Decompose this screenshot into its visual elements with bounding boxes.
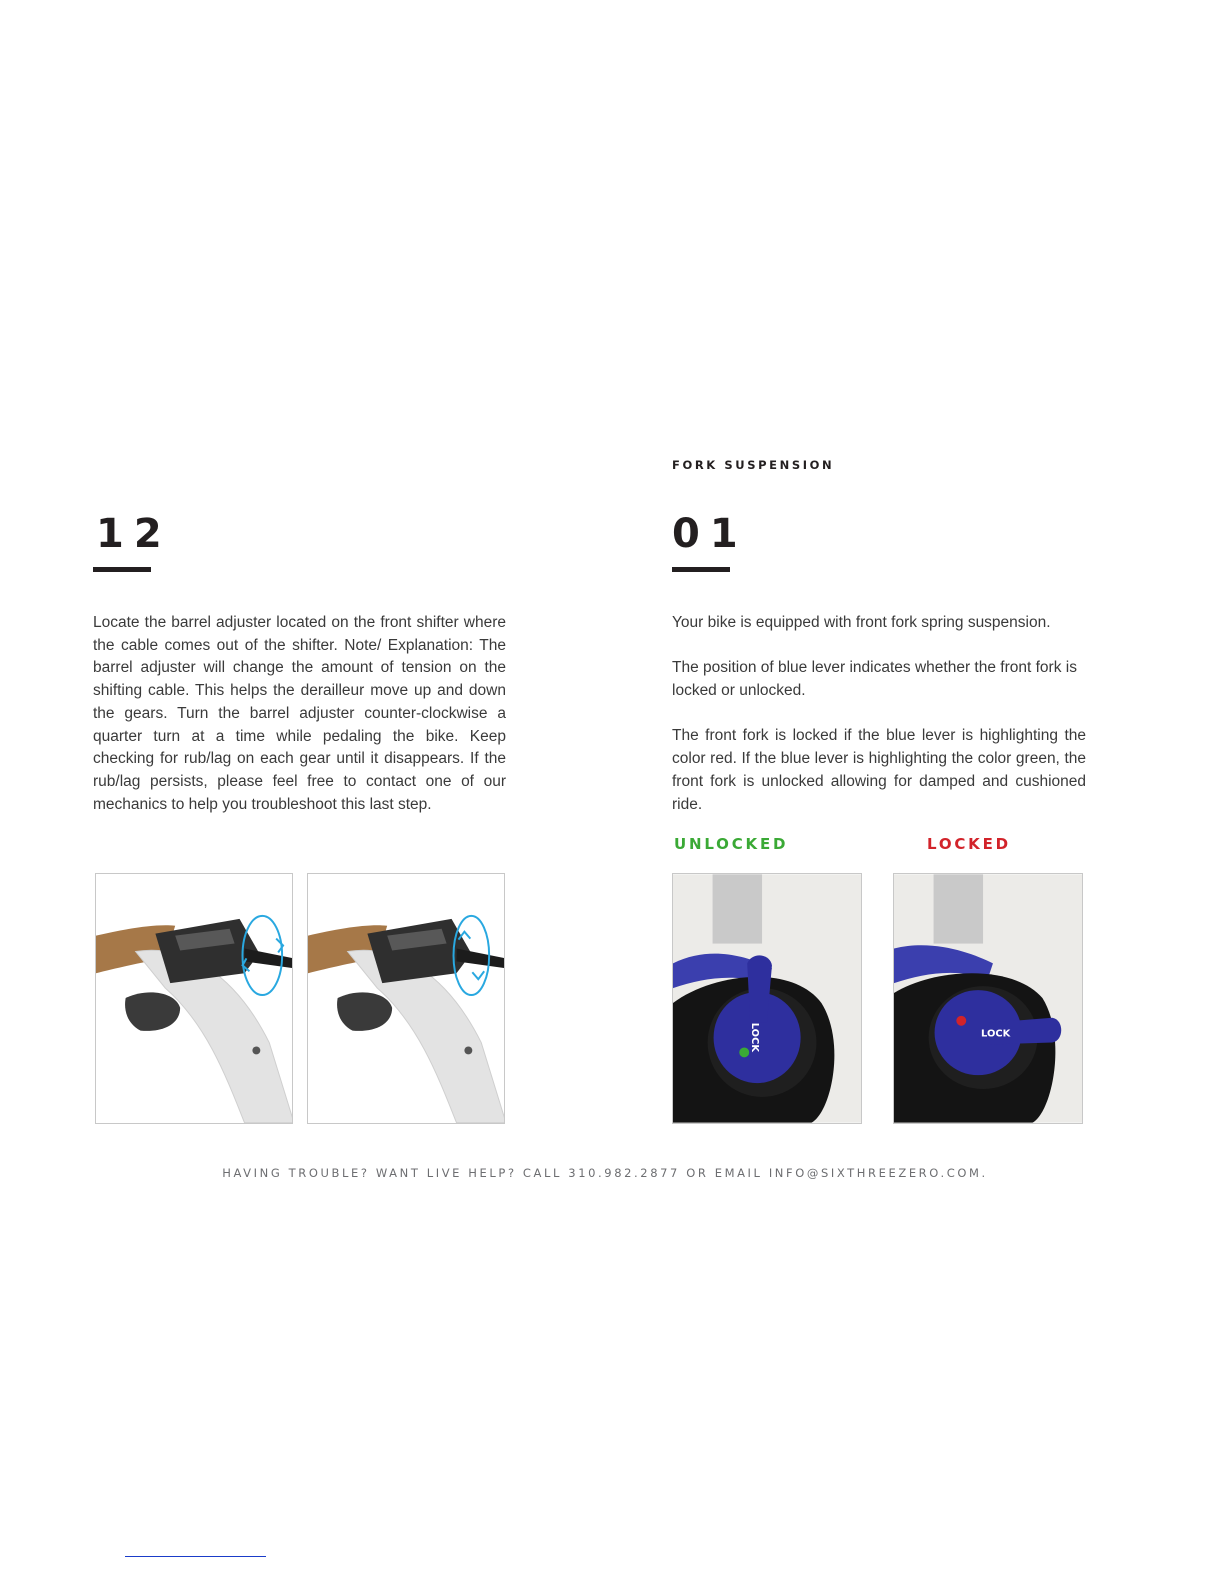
- fork-locked-illustration: [894, 874, 1082, 1123]
- step-number-left: 12: [96, 511, 172, 557]
- unlocked-label: UNLOCKED: [674, 835, 789, 853]
- fork-locked-photo: [893, 873, 1083, 1124]
- paragraph-2: The position of blue lever indicates whether the front fork is locked or unlocked.: [672, 659, 1077, 700]
- lock-text-locked: LOCK: [981, 1028, 1011, 1040]
- link-underline[interactable]: [125, 1556, 266, 1557]
- fork-unlocked-illustration: [673, 874, 861, 1123]
- shifter-photo-1: [95, 873, 293, 1124]
- paragraph-1: Your bike is equipped with front fork spring suspension.: [672, 614, 1051, 631]
- shifter-illustration-2: [308, 874, 504, 1123]
- fork-suspension-description: [672, 612, 1086, 816]
- shifter-photo-2: [307, 873, 505, 1124]
- step-rule-right: [672, 567, 730, 572]
- locked-label: LOCKED: [927, 835, 1011, 853]
- fork-unlocked-photo: [672, 873, 862, 1124]
- instructions-paragraph: Locate the barrel adjuster located on the front shifter where the cable comes out of the shifter. Note/ Explanation: The barrel adjuster will change the amount of tension on the shifting cable. This helps the derailleur move up and down the gears. Turn the barrel adjuster counter-clockwise a quarter turn at a time while pedaling the bike. Keep checking for rub/lag on each gear until it disappears. If the rub/lag persists, please feel free to contact one of our mechanics to help you troubleshoot this last step.: [93, 614, 506, 813]
- barrel-adjuster-instructions: [93, 612, 506, 839]
- step-rule-left: [93, 567, 151, 572]
- section-title: FORK SUSPENSION: [672, 458, 835, 472]
- shifter-illustration-1: [96, 874, 292, 1123]
- help-contact-footer: HAVING TROUBLE? WANT LIVE HELP? CALL 310.982.2877 OR EMAIL INFO@SIXTHREEZERO.COM.: [222, 1166, 988, 1180]
- step-number-right: 01: [672, 511, 748, 557]
- lock-text-unlocked: LOCK: [749, 1022, 761, 1052]
- paragraph-3: The front fork is locked if the blue lever is highlighting the color red. If the blue lever is highlighting the color green, the front fork is unlocked allowing for damped and cushioned ride.: [672, 727, 1086, 813]
